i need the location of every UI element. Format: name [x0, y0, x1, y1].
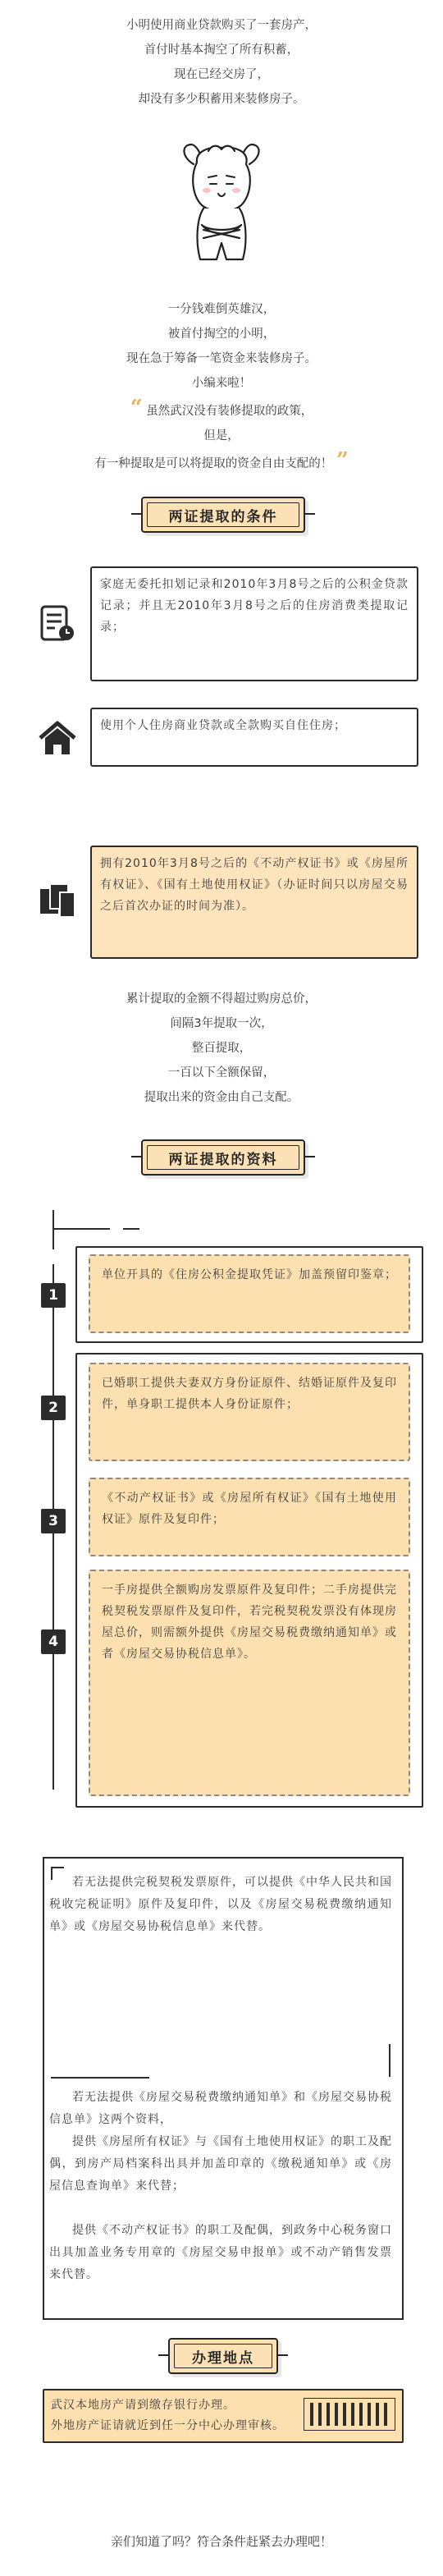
story-line: 小编来啦！	[191, 377, 252, 390]
rule-line: 一百以下全额保留，	[167, 1066, 276, 1079]
close-quote-icon: ”	[336, 448, 349, 473]
intro-line: 现在已经交房了，	[174, 68, 269, 81]
quote-line	[0, 448, 443, 476]
intro-line: 首付时基本掏空了所有积蓄，	[144, 44, 299, 57]
heading-left-tick	[158, 2354, 168, 2356]
story-line: 一分钱难倒英雄汉，	[167, 303, 276, 316]
note-paragraph: 提供《房屋所有权证》与《国有土地使用权证》的职工及配偶，到房产局档案科出具并加盖印章的《缴税通知单》或《房屋信息查询单》来代替；	[49, 2135, 392, 2193]
material-item	[89, 1363, 410, 1461]
rule-line: 整百提取，	[191, 1042, 252, 1055]
material-item	[89, 1570, 410, 1796]
story-line: 现在急于筹备一笔资金来装修房子。	[126, 352, 317, 365]
corner-decoration	[389, 2044, 390, 2077]
condition-box	[90, 566, 418, 681]
step-number-badge: 2	[41, 1396, 66, 1420]
heading-left-tick	[131, 1156, 141, 1157]
sheep-character-illustration	[179, 140, 264, 274]
material-text: 《不动产权证书》或《房屋所有权证》《国有土地使用权证》原件及复印件；	[102, 1492, 397, 1526]
condition-text: 使用个人住房商业贷款或全款购买自住住房；	[100, 719, 346, 732]
quote-line-text: 虽然武汉没有装修提取的政策，	[146, 405, 313, 418]
material-item	[89, 1478, 410, 1556]
condition-text: 拥有2010年3月8号之后的《不动产权证书》或《房屋所有权证》、《国有土地使用权证》（办证时间只以房屋交易之后首次办证的时间为准）。	[100, 857, 409, 913]
quote-line	[0, 396, 443, 424]
step-number-badge: 1	[41, 1283, 66, 1308]
intro-line: 却没有多少积蓄用来装修房子。	[138, 93, 305, 106]
note-paragraph: 若无法提供《房屋交易税费缴纳通知单》和《房屋交易协税信息单》这两个资料，	[49, 2091, 392, 2126]
corner-decoration	[51, 2077, 149, 2079]
section-heading-materials	[141, 1139, 305, 1176]
condition-box	[90, 708, 418, 767]
address-text	[51, 2395, 307, 2436]
stripes-decoration	[304, 2398, 395, 2431]
material-text: 单位开具的《住房公积金提取凭证》加盖预留印鉴章；	[102, 1268, 397, 1281]
story-line: 被首付掏空的小明，	[167, 328, 276, 341]
corner-decoration	[53, 1228, 110, 1230]
heading-right-tick	[278, 2354, 288, 2356]
rules-paragraph	[0, 987, 443, 1110]
closing-text: 亲们知道了吗？符合条件赶紧去办理吧！	[110, 2534, 332, 2549]
address-line: 武汉本地房产请到缴存银行办理。	[51, 2399, 235, 2412]
material-text: 一手房提供全额购房发票原件及复印件；二手房提供完税契税发票原件及复印件，若完税契税发票没有体现房屋总价，则需额外提供《房屋交易税费缴纳通知单》或者《房屋交易协税信息单》。	[102, 1584, 397, 1661]
condition-box	[90, 846, 418, 959]
step-number-badge: 3	[41, 1509, 66, 1533]
quote-line: 但是，	[203, 429, 240, 442]
certificates-icon	[37, 881, 78, 922]
rule-line: 提取出来的资金由自己支配。	[144, 1091, 299, 1104]
intro-line: 小明使用商业贷款购买了一套房产，	[126, 19, 317, 32]
section-heading-conditions	[141, 497, 305, 533]
material-text: 已婚职工提供夫妻双方身份证原件、结婚证原件及复印件，单身职工提供本人身份证原件；	[102, 1377, 397, 1411]
address-line: 外地房产证请就近到任一分中心办理审核。	[51, 2419, 285, 2432]
house-icon	[37, 718, 78, 759]
section-heading-location	[168, 2338, 278, 2374]
heading-right-tick	[305, 1156, 315, 1157]
step-number-badge: 4	[41, 1629, 66, 1654]
address-box	[43, 2389, 404, 2443]
open-quote-icon: “	[130, 396, 143, 420]
story-paragraph	[0, 297, 443, 476]
document-clock-icon	[37, 603, 78, 644]
intro-paragraph	[0, 13, 443, 112]
note-paragraph: 若无法提供完税契税发票原件，可以提供《中华人民共和国税收完税证明》原件及复印件，以及《房屋交易税费缴纳通知单》或《房屋交易协税信息单》来代替。	[49, 1876, 392, 1933]
section-title: 办理地点	[174, 2344, 272, 2368]
heading-left-tick	[131, 513, 141, 515]
material-item	[89, 1254, 410, 1333]
quote-line-text: 有一种提取是可以将提取的资金自由支配的！	[94, 457, 333, 470]
note-paragraph: 提供《不动产权证书》的职工及配偶，到政务中心税务窗口出具加盖业务专用章的《房屋交易申报单》或不动产销售发票来代替。	[49, 2224, 392, 2281]
rule-line: 累计提取的金额不得超过购房总价，	[126, 992, 317, 1006]
heading-right-tick	[305, 513, 315, 515]
corner-decoration	[123, 1228, 139, 1230]
section-title: 两证提取的资料	[147, 1145, 299, 1170]
rule-line: 间隔3年提取一次，	[170, 1017, 273, 1030]
section-title: 两证提取的条件	[147, 502, 299, 527]
condition-text: 家庭无委托扣划记录和2010年3月8号之后的公积金贷款记录；并且无2010年3月8号之后的住房消费类提取记录；	[100, 578, 409, 634]
corner-decoration	[53, 1210, 54, 1249]
